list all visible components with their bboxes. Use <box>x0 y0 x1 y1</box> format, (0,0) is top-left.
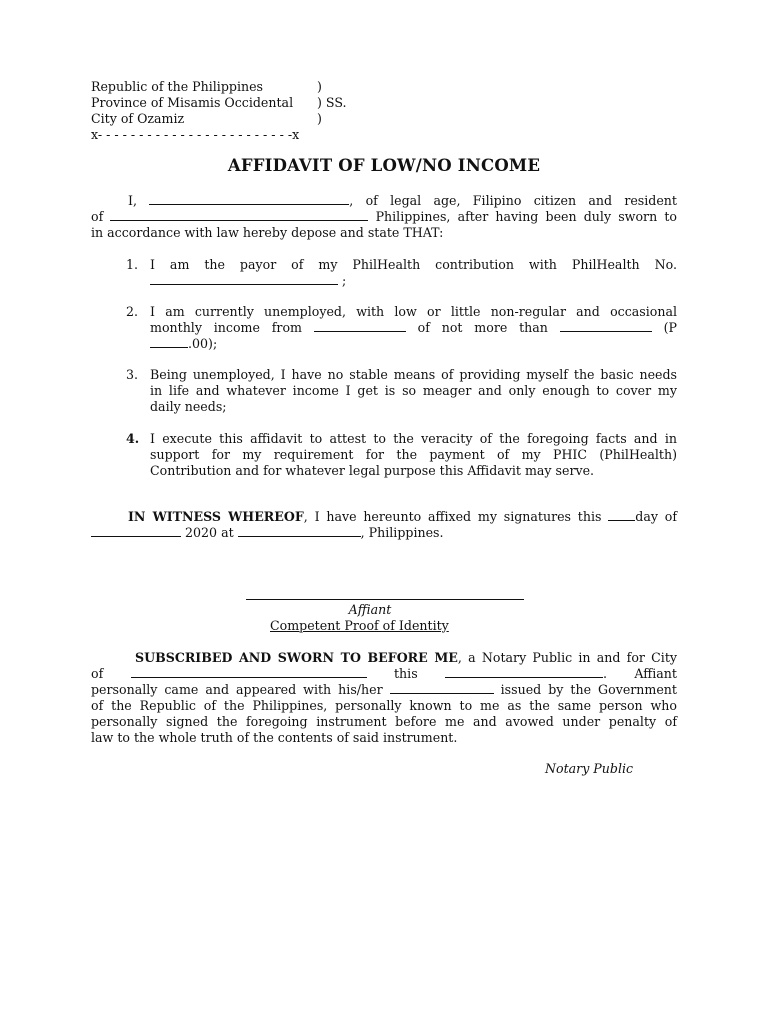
item-3: Being unemployed, I have no stable means of providing myself the basic needs in life and whatever income I get is so meager and only enough to cover my daily needs; <box>150 367 677 414</box>
notary-public-label: Notary Public <box>545 761 634 776</box>
intro-line-2: of Philippines, after having been duly sworn to <box>91 209 677 224</box>
notary-date-blank[interactable] <box>445 666 603 678</box>
philhealth-no-blank[interactable] <box>150 273 338 285</box>
item-1-number: 1. <box>126 257 139 272</box>
month-blank[interactable] <box>91 525 181 537</box>
id-blank[interactable] <box>390 682 494 694</box>
item-1: I am the payor of my PhilHealth contribution with PhilHealth No. ; <box>150 257 677 288</box>
witness-paragraph: IN WITNESS WHEREOF, I have hereunto affixed my signatures this day of 2020 at , Philippines. <box>91 509 677 541</box>
day-blank[interactable] <box>608 509 635 521</box>
affiant-signature-line[interactable] <box>246 599 524 600</box>
venue-block <box>91 79 347 143</box>
item-2-number: 2. <box>126 304 139 319</box>
subscribed-paragraph: SUBSCRIBED AND SWORN TO BEFORE ME, a Notary Public in and for City of this . Affiant personally came and appeared with his/her issued by the Government of the Republic of the Philippines, personally known to me as the same person who personally signed the foregoing instrument before me and avowed under penalty of law to the whole truth of the contents of said instrument. <box>91 650 677 745</box>
item-4-number: 4. <box>126 431 140 446</box>
notary-city-blank[interactable] <box>131 666 367 678</box>
venue-republic: Republic of the Philippines <box>91 79 264 94</box>
venue-mark-3: ) <box>317 111 322 126</box>
venue-mark-ss: ) SS. <box>317 95 347 110</box>
intro-line-3: in accordance with law hereby depose and state THAT: <box>91 225 444 240</box>
place-blank[interactable] <box>238 525 361 537</box>
document-title: AFFIDAVIT OF LOW/NO INCOME <box>227 156 541 175</box>
income-source-blank[interactable] <box>314 320 406 332</box>
intro-line-1: I, , of legal age, Filipino citizen and resident <box>128 193 677 208</box>
item-4: I execute this affidavit to attest to the veracity of the foregoing facts and in support for my requirement for the payment of my PHIC (PhilHealth) Contribution and for whatever legal purpose this Affidavit may serve. <box>150 431 677 478</box>
name-blank[interactable] <box>149 193 349 205</box>
venue-divider: x- - - - - - - - - - - - - - - - - - - - - - - -x <box>91 127 300 142</box>
venue-province: Province of Misamis Occidental <box>91 95 294 110</box>
income-amount-blank[interactable] <box>560 320 652 332</box>
item-2: I am currently unemployed, with low or little non-regular and occasional monthly income from of not more than (P .00); <box>150 304 677 351</box>
proof-of-identity-label: Competent Proof of Identity <box>270 618 449 633</box>
affiant-label: Affiant <box>348 602 392 617</box>
intro-paragraph <box>91 193 677 241</box>
residence-blank[interactable] <box>110 209 368 221</box>
peso-amount-blank[interactable] <box>150 336 188 348</box>
venue-mark-1: ) <box>317 79 322 94</box>
venue-city: City of Ozamiz <box>91 111 185 126</box>
item-3-number: 3. <box>126 367 139 382</box>
